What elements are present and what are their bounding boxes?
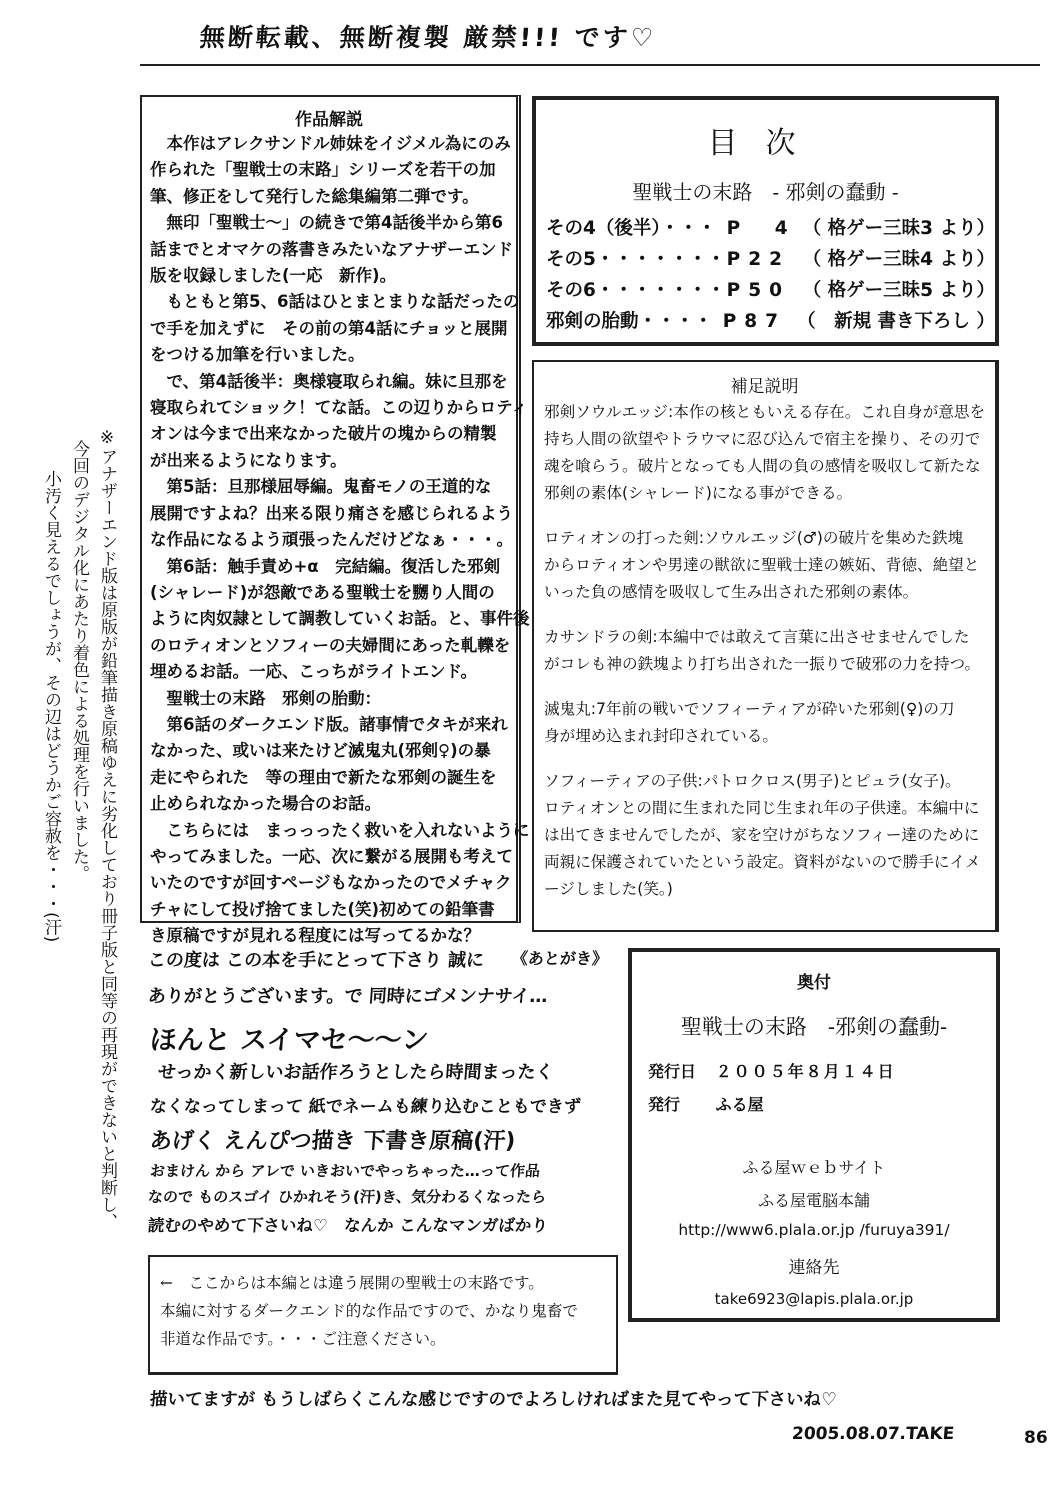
commentary-line: やってみました。一応、次に繋がる展開も考えて — [150, 846, 513, 866]
commentary-line: ように肉奴隷として調教していくお話。と、事件後 — [150, 609, 530, 629]
commentary-line: 寝取られてショック！てな話。この辺りからロティ — [150, 398, 528, 418]
toc-entry-name: その4（後半）・・・ — [546, 218, 717, 239]
supplement-line: 邪剣ソウルエッジ:本作の核ともいえる存在。これ自身が意思を — [544, 403, 986, 421]
commentary-line: な作品になるよう頑張ったんだけどなぁ・・・。 — [150, 530, 513, 550]
toc-entry-name: 邪剣の胎動・・・・ — [546, 311, 713, 332]
paragraph-gap — [534, 750, 995, 768]
header-divider — [140, 64, 1040, 66]
colophon-book-title: 聖戦士の末路 -邪剣の蠢動- — [680, 1015, 948, 1039]
toc-entry-page: P 4 — [726, 218, 796, 239]
publisher-name: ふる屋 — [715, 1095, 764, 1114]
paragraph-gap — [534, 678, 995, 696]
supplement-line: 邪剣の素体(シャレード)になる事ができる。 — [544, 484, 853, 502]
supplement-line: 魂を喰らう。破片となっても人間の負の感情を吸収して新たな — [544, 457, 981, 475]
afterword-closing: 描いてますが もうしばらくこんな感じですのでよろしければまた見てやって下さいね♡ — [149, 1390, 838, 1410]
publish-date-row — [632, 1059, 996, 1082]
supplement-line: いった負の感情を吸収して生み出された邪剣の素体。 — [544, 583, 919, 601]
commentary-line: をつける加筆を行いました。 — [150, 345, 365, 365]
commentary-line: オンは今まで出来なかった破片の塊からの精製 — [150, 424, 497, 444]
afterword-line: おまけん から アレで いきおいでやっちゃった…って作品 — [149, 1162, 541, 1180]
afterword-line: ありがとうございます。で 同時にゴメンナサイ… — [147, 986, 549, 1007]
toc-entry — [536, 275, 995, 306]
commentary-box — [140, 95, 530, 946]
commentary-line: (シャレード)が怨敵である聖戦士を嬲り人間の — [150, 582, 495, 602]
supplement-line: は出てきませんでしたが、家を空けがちなソフィー達のために — [544, 826, 980, 844]
supplement-line: ージしました(笑。) — [544, 880, 673, 898]
dark-end-notice — [148, 1255, 618, 1375]
commentary-line: チャにして投げ捨てました(笑)初めての鉛筆書 — [150, 899, 495, 919]
commentary-line: 作られた「聖戦士の末路」シリーズを若干の加 — [150, 160, 496, 180]
commentary-line: き原稿ですが見れる程度には写ってるかな？ — [150, 926, 480, 946]
supplement-line: がコレも神の鉄塊より打ち出された一振りで破邪の力を持つ。 — [544, 655, 981, 673]
commentary-line: 聖戦士の末路 邪剣の胎動： — [150, 688, 381, 708]
commentary-line: が出来るようになります。 — [150, 450, 347, 470]
notice-line: 非道な作品です。・・・ご注意ください。 — [160, 1330, 446, 1348]
supplement-line: ロティオンの打った剣:ソウルエッジ(♂)の破片を集めた鉄塊 — [544, 529, 964, 547]
copyright-warning: 無断転載、無断複製 厳禁!!! です♡ — [198, 23, 657, 52]
toc-entry — [536, 213, 995, 244]
notice-line: 本編に対するダークエンド的な作品ですので、かなり鬼畜で — [160, 1302, 578, 1320]
supplement-box — [532, 360, 999, 932]
commentary-line: 止められなかった場合のお話。 — [150, 794, 381, 814]
afterword-line: せっかく新しいお話作ろうとしたら時間まったく — [157, 1062, 555, 1083]
toc-entry-name: その6・・・・・・・ — [546, 280, 726, 301]
commentary-line: 本作はアレクサンドル姉妹をイジメル為にのみ — [150, 134, 511, 153]
paragraph-gap — [534, 606, 995, 624]
commentary-line: で手を加えずに その前の第4話にチョッと展開 — [150, 318, 508, 338]
toc-entry-page: P50 — [726, 280, 790, 301]
website-label: ふる屋ｗｅｂサイト — [742, 1158, 886, 1177]
toc-entry-source: （ 格ゲー三昧3 より） — [802, 218, 995, 239]
publish-date: ２００５年８月１４日 — [715, 1062, 896, 1081]
table-of-contents — [532, 96, 999, 346]
commentary-line: 展開ですよね？出来る限り痛さを感じられるよう — [150, 503, 513, 523]
publish-date-label: 発行日 — [648, 1062, 697, 1081]
commentary-line: のロティオンとソフィーの夫婦間にあった軋轢を — [150, 635, 511, 655]
commentary-line: こちらには まっっったく救いを入れないように — [150, 820, 530, 840]
commentary-line: いたのですが回すページもなかったのでメチャク — [150, 873, 512, 893]
contact-email[interactable]: take6923@lapis.plala.or.jp — [714, 1290, 914, 1308]
contact-label: 連絡先 — [788, 1258, 840, 1278]
side-note-column-2: 今回のデジタル化にあたり着色による処理を行いました。 — [69, 440, 89, 882]
toc-entry-page: P22 — [726, 249, 790, 270]
supplement-line: 身が埋め込まれ封印されている。 — [544, 727, 778, 745]
supplement-line: ロティオンとの間に生まれた同じ生まれ年の子供達。本編中に — [544, 799, 980, 817]
commentary-body — [142, 131, 530, 950]
toc-entry-source: （ 新規 書き下ろし ） — [797, 311, 995, 332]
toc-entry — [536, 306, 995, 337]
colophon-title: 奥付 — [797, 973, 831, 993]
supplement-line: ソフィーティアの子供:パトロクロス(男子)とピュラ(女子)。 — [544, 772, 961, 790]
publisher-label: 発行 — [648, 1095, 681, 1114]
commentary-title: 作品解説 — [295, 110, 363, 130]
afterword-line: あげく えんぴつ描き 下書き原稿(汗) — [148, 1129, 517, 1154]
commentary-line: なかった、或いは来たけど滅鬼丸(邪剣♀)の暴 — [150, 741, 491, 761]
commentary-line: で、第4話後半：奥様寝取られ編。妹に旦那を — [150, 371, 508, 391]
commentary-line: 走にやられた 等の理由で新たな邪剣の誕生を — [150, 767, 497, 787]
afterword-line: ほんと スイマセ〜〜ン — [148, 1025, 430, 1056]
notice-line: ← ここからは本編とは違う展開の聖戦士の末路です。 — [160, 1274, 544, 1292]
publisher-row — [632, 1092, 996, 1115]
website-url[interactable]: http://www6.plala.or.jp /furuya391/ — [678, 1221, 950, 1239]
supplement-line: 持ち人間の欲望やトラウマに忍び込んで宿主を操り、その刃で — [544, 430, 981, 448]
side-note-column-3: 小汚く見えるでしょうが、その辺はどうかご容赦を・・・(汗) — [41, 470, 61, 943]
commentary-line: 話までとオマケの落書きみたいなアナザーエンド — [150, 239, 513, 259]
supplement-line: 滅鬼丸:7年前の戦いでソフィーティアが砕いた邪剣(♀)の刀 — [544, 700, 955, 718]
side-note-column-1: ※アナザーエンド版は原版が鉛筆描き原稿ゆえに劣化しており冊子版と同等の再現ができないと判断し、 — [97, 428, 117, 1230]
website-name: ふる屋電脳本舗 — [757, 1191, 870, 1210]
commentary-line: 筆、修正をして発行した総集編第二弾です。 — [150, 186, 479, 206]
page-number: 86 — [1024, 1428, 1048, 1448]
supplement-line: 両親に保護されていたという設定。資料がないので勝手にイメ — [544, 853, 981, 871]
toc-entry-source: （ 格ゲー三昧4 より） — [802, 249, 995, 270]
toc-entry-name: その5・・・・・・・ — [546, 249, 726, 270]
paragraph-gap — [534, 507, 995, 525]
supplement-line: カサンドラの剣:本編中では敢えて言葉に出させませんでした — [544, 628, 970, 646]
afterword-line: この度は この本を手にとって下さり 誠に — [147, 950, 485, 971]
afterword-line: なくなってしまって 紙でネームも練り込むこともできず — [149, 1097, 582, 1117]
toc-title: 目次 — [707, 126, 824, 161]
supplement-line: からロティオンや男達の獣欲に聖戦士達の嫉妬、背徳、絶望と — [544, 556, 980, 574]
commentary-line: もともと第5、6話はひとまとまりな話だったの — [150, 292, 520, 312]
afterword-tag: 《あとがき》 — [511, 949, 609, 968]
commentary-line: 埋めるお話。一応、こっちがライトエンド。 — [150, 662, 478, 682]
toc-subtitle: 聖戦士の末路 - 邪剣の蠢動 - — [632, 180, 899, 204]
afterword-line: 読むのやめて下さいね♡ なんか こんなマンガばかり — [147, 1216, 549, 1235]
colophon-box — [628, 948, 1000, 1322]
supplement-body — [534, 399, 995, 903]
commentary-line: 第5話：旦那様屈辱編。鬼畜モノの王道的な — [150, 477, 492, 497]
commentary-line: 第6話：触手責め+α 完結編。復活した邪剣 — [150, 556, 501, 576]
toc-entry-source: （ 格ゲー三昧5 より） — [802, 280, 995, 301]
commentary-line: 版を収録しました(一応 新作)。 — [150, 266, 397, 286]
commentary-line: 第6話のダークエンド版。諸事情でタキが来れ — [150, 714, 508, 734]
toc-entry-page: P87 — [722, 311, 787, 332]
commentary-line: 無印「聖戦士～」の続きで第4話後半から第6 — [150, 213, 503, 233]
supplement-title: 補足説明 — [730, 377, 799, 397]
afterword-line: なので ものスゴイ ひかれそう(汗)き、気分わるくなったら — [147, 1188, 547, 1206]
signature: 2005.08.07.TAKE — [791, 1424, 955, 1444]
toc-entry — [536, 244, 995, 275]
